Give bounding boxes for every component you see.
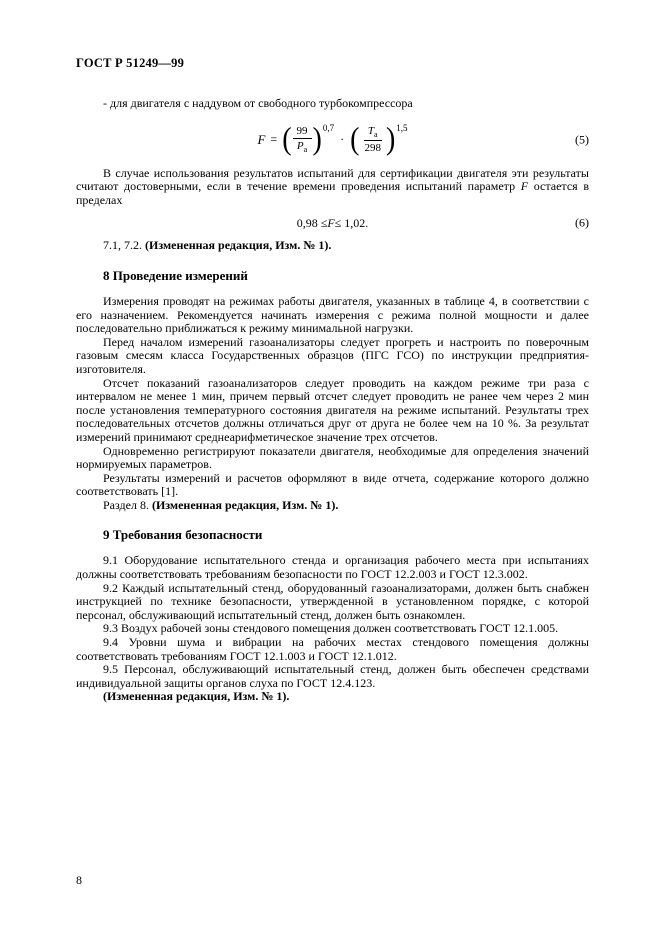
fraction-1-denominator: [293, 139, 311, 154]
pressure-subscript: а: [303, 145, 308, 155]
paragraph: Перед началом измерений газоанализаторы следует прогреть и настроить по поверочным газовым смесям класса Государственных образцов (ПГС ГСО) по инструкции предприятия-изготовителя.: [76, 334, 589, 376]
amendment-8-prefix: Раздел 8.: [103, 497, 152, 512]
formula-5-number: (5): [575, 132, 589, 147]
paragraph: 9.5 Персонал, обслуживающий испытательный стенд, должен быть обеспечен средствами индивидуальной защиты органов слуха по ГОСТ 12.4.123.: [76, 662, 589, 690]
amendment-note-7: [76, 239, 589, 253]
paragraph: Результаты измерений и расчетов оформляют в виде отчета, содержание которого должно соответствовать [1].: [76, 470, 589, 499]
temperature-subscript: а: [373, 129, 378, 139]
formula-6-number: (6): [575, 215, 589, 230]
paragraph: 9.4 Уровни шума и вибрации на рабочих местах стендового помещения должны соответствовать требованиям ГОСТ 12.1.003 и ГОСТ 12.1.012.: [76, 635, 589, 663]
amendment-7-bold: (Измененная редакция, Изм. № 1).: [145, 238, 332, 253]
formula-5-fraction-2: [360, 125, 385, 155]
formula-5-equals: =: [270, 132, 278, 147]
formula-5-open-paren-2: (: [350, 121, 360, 157]
amendment-7-prefix: 7.1, 7.2.: [103, 238, 145, 253]
formula-5-fraction-1: [293, 125, 312, 155]
parameter-f-symbol: F: [520, 179, 529, 194]
paragraph: 9.3 Воздух рабочей зоны стендового помещения должен соответствовать ГОСТ 12.1.005.: [103, 621, 559, 636]
formula-5-variable: F: [257, 131, 266, 147]
pressure-symbol: P: [296, 140, 304, 153]
formula-6-left: 0,98 ≤: [296, 215, 328, 230]
document-number: ГОСТ Р 51249—99: [76, 56, 185, 70]
formula-5-close-paren-2: ): [385, 121, 396, 157]
formula-6-right: ≤ 1,02.: [334, 215, 369, 230]
list-item-turbocharger: - для двигателя с наддувом от свободного турбокомпрессора: [103, 96, 413, 110]
fraction-2-denominator: 298: [364, 141, 381, 154]
certification-text-after: остается в пределах: [76, 179, 590, 207]
paragraph: Отсчет показаний газоанализаторов следует проводить на каждом режиме три раза с интервалом не менее 1 мин, причем первый отсчет следует проводить не ранее чем через 2 мин после установления температурного состояния двигателя на режиме испытаний. Результаты трех последовательных отсчетов должны отличаться друг от друга не более чем на 10 %. За результат измерений принимают среднеарифметическое значение трех отсчетов.: [76, 375, 589, 444]
formula-5-exponent-1: 0,7: [322, 122, 335, 133]
paragraph: Одновременно регистрируют показатели двигателя, необходимые для определения значений нормируемых параметров.: [76, 443, 589, 472]
formula-6: [76, 214, 589, 232]
formula-6-variable: F: [327, 215, 335, 230]
amendment-8-bold: (Измененная редакция, Изм. № 1).: [151, 497, 339, 512]
formula-5-multiply-dot: ·: [340, 132, 345, 147]
formula-5-close-paren-1: ): [312, 121, 322, 157]
formula-5-open-paren-1: (: [282, 121, 292, 157]
formula-5-exponent-2: 1,5: [396, 122, 408, 133]
paragraph: 9.2 Каждый испытательный стенд, оборудованный газоанализаторами, должен быть снабжен инструкцией по технике безопасности, утвержденной в установленном порядке, с которой персонал, обслуживающий испытательный стенд, должен быть ознакомлен.: [76, 580, 589, 622]
temperature-symbol: T: [367, 124, 374, 137]
page-number: 8: [76, 873, 82, 887]
fraction-2-numerator: [364, 125, 382, 141]
amendment-note-section-8: [76, 499, 589, 513]
paragraph: Измерения проводят на режимах работы двигателя, указанных в таблице 4, в соответствии с его назначением. Рекомендуется начинать измерения с режима полной мощности и далее последовательно приближаться к режиму минимальной нагрузки.: [76, 293, 589, 336]
section-9-heading: 9 Требования безопасности: [103, 527, 263, 543]
certification-text-before: В случае использования результатов испытаний для сертификации двигателя эти результаты считают достоверными, если в течение времени проведения испытаний параметр: [76, 165, 589, 194]
paragraph: 9.1 Оборудование испытательного стенда и организация рабочего места при испытаниях должны соответствовать требованиям безопасности по ГОСТ 12.2.003 и ГОСТ 12.3.002.: [76, 553, 589, 582]
certification-paragraph: [76, 167, 589, 208]
fraction-1-numerator: 99: [293, 125, 312, 140]
formula-5: [76, 120, 589, 160]
amendment-note-section-9: (Измененная редакция, Изм. № 1).: [103, 689, 290, 704]
section-8-heading: 8 Проведение измерений: [103, 267, 248, 283]
